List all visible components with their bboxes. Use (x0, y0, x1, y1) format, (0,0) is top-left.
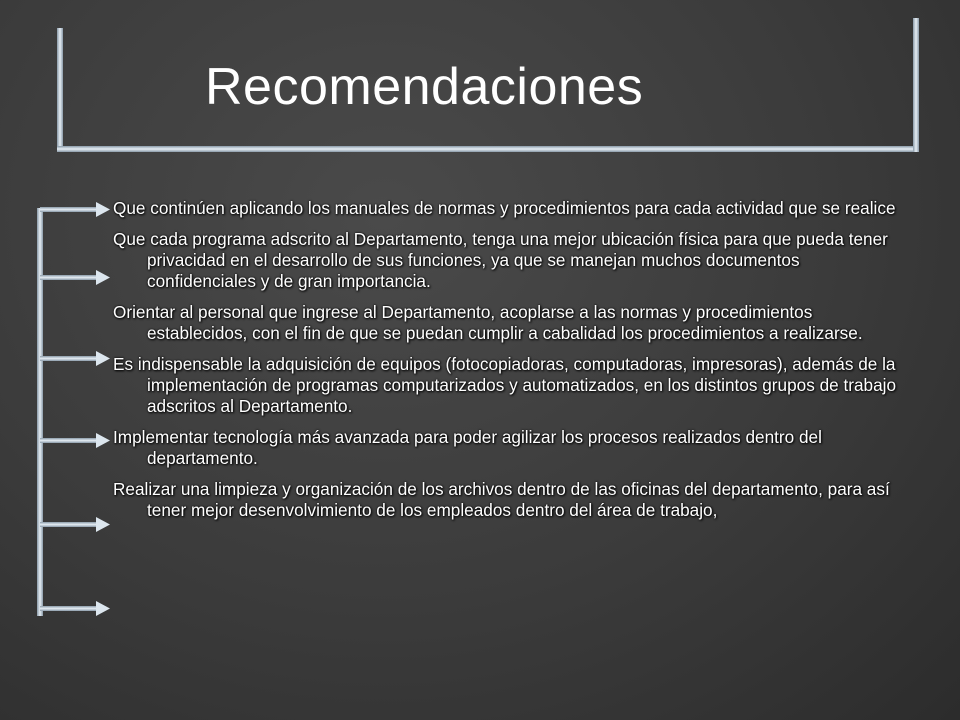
slide-title: Recomendaciones (205, 58, 644, 116)
bullet-bracket (37, 202, 110, 616)
recommendations-list (113, 198, 913, 531)
recommendation-item-1: Que continúen aplicando los manuales de normas y procedimientos para cada actividad que se realice (113, 198, 896, 218)
recommendation-item-6: Realizar una limpieza y organización de los archivos dentro de las oficinas del departamento, para así tener mejor desenvolvimiento de los empleados dentro del área de trabajo, (113, 479, 890, 520)
bullet-arrow-6 (40, 601, 110, 616)
recommendation-item-5: Implementar tecnología más avanzada para poder agilizar los procesos realizados dentro del departamento. (113, 427, 822, 468)
bullet-arrow-1 (40, 202, 110, 217)
recommendation-item-4: Es indispensable la adquisición de equipos (fotocopiadoras, computadoras, impresoras), además de la implementación de programas computarizados y automatizados, en los distintos grupos de trabajo adscritos al Departamento. (113, 354, 897, 416)
bullet-arrow-3 (40, 351, 110, 366)
bullet-arrow-2 (40, 270, 110, 285)
recommendation-item-3: Orientar al personal que ingrese al Departamento, acoplarse a las normas y procedimientos establecidos, con el fin de que se puedan cumplir a cabalidad los procedimientos a realizarse. (113, 302, 863, 343)
bullet-arrow-4 (40, 433, 110, 448)
bullet-arrow-5 (40, 517, 110, 532)
recommendation-item-2: Que cada programa adscrito al Departamento, tenga una mejor ubicación física para que pueda tener privacidad en el desarrollo de sus funciones, ya que se manejan muchos documentos confidenciales y de gran importancia. (113, 229, 888, 291)
